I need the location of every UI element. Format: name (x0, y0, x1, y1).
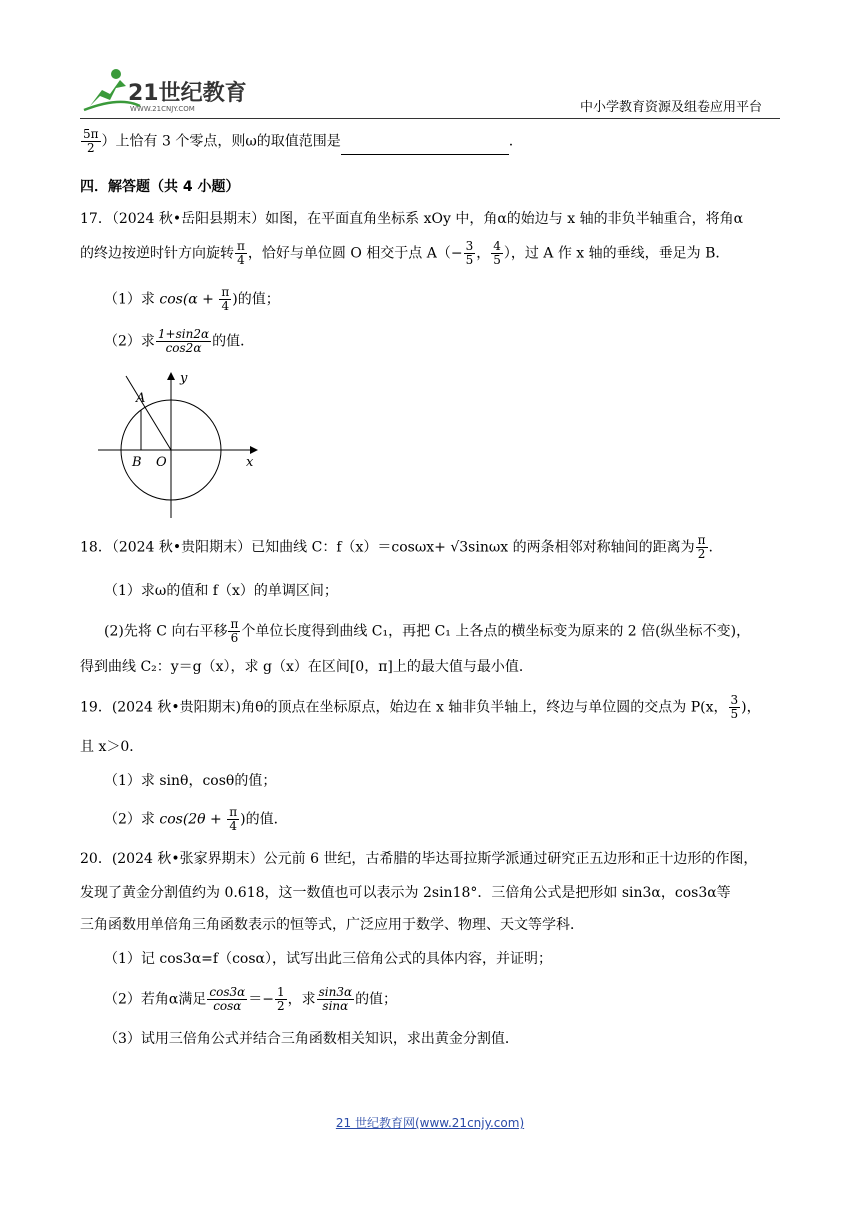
x-axis-label: x (246, 455, 254, 470)
q20-line1: 20．(2024 秋•张家界期末）公元前 6 世纪，古希腊的毕达哥拉斯学派通过研究正五边形和正十边形的作图， (80, 851, 758, 867)
q18-part1: （1）求ω的值和 f（x）的单调区间； (104, 583, 338, 599)
logo-text: 21世纪教育 (128, 81, 247, 106)
q20-part1: （1）记 cos3α=f（cosα），试写出此三倍角公式的具体内容，并证明； (104, 951, 552, 967)
q19-line2: 且 x＞0． (80, 739, 144, 755)
logo-runner-head-icon (111, 69, 121, 79)
q19-part1: （1）求 sinθ，cosθ的值； (104, 773, 277, 789)
point-b-label: B (132, 455, 142, 470)
q18-part2: (2)先将 C 向右平移 $\frac{\pi}{6}$ 个单位长度得到曲线 C₁，再把 C₁ 上各点的横坐标变为原来的 2 倍(纵坐标不变)， (104, 617, 751, 645)
header-platform-name: 中小学教育资源及组卷应用平台 (580, 100, 763, 115)
unit-circle-diagram (98, 368, 266, 518)
q20-part3: （3）试用三倍角公式并结合三角函数相关知识，求出黄金分割值． (104, 1031, 519, 1047)
logo-subtext: WWW.21CNJY.COM (130, 105, 195, 113)
section-title: 四．解答题（共 4 小题） (80, 179, 240, 195)
footer-link[interactable]: 21 世纪教育网(www.21cnjy.com) (335, 1116, 525, 1130)
header-divider (80, 118, 780, 119)
q19-part2: （2）求 cos(2θ + $\frac{\pi}{4}$ )的值． (104, 805, 288, 833)
point-a-label: A (136, 391, 146, 406)
q19-line1: 19．(2024 秋•贵阳期末)角θ的顶点在坐标原点，始边在 x 轴非负半轴上，终边与单位圆的交点为 P(x， $\frac{3}{5}$ )， (80, 693, 761, 721)
q17-part1: （1）求 cos(α + $\frac{\pi}{4}$ )的值； (104, 285, 280, 313)
q18-part2-cont: 得到曲线 C₂：y＝g（x），求 g（x）在区间[0，π]上的最大值与最小值． (80, 659, 533, 675)
site-logo (80, 66, 250, 114)
answer-blank (341, 140, 509, 155)
q17-line2: 的终边按逆时针方向旋转 $\frac{\pi}{4}$ ，恰好与单位圆 O 相交于点 A（− $\frac{3}{5}$ ， $\frac{4}{5}$ ），过 A 作 x 轴的垂线，垂足为 B． (80, 239, 730, 267)
y-axis-label: y (180, 371, 188, 386)
q20-line2: 发现了黄金分割值约为 0.618，这一数值也可以表示为 2sin18°．三倍角公式是把形如 sin3α，cos3α等 (80, 885, 731, 901)
q20-line3: 三角函数用单倍角三角函数表示的恒等式，广泛应用于数学、物理、天文等学科． (80, 917, 584, 933)
q17-line1: 17．（2024 秋•岳阳县期末）如图，在平面直角坐标系 xOy 中，角α的始边与 x 轴的非负半轴重合，将角α (80, 211, 744, 227)
q20-part2: （2）若角α满足 $\frac{\cos 3\alpha}{\cos\alpha}$ ＝− $\frac{1}{2}$ ，求 $\frac{\sin 3\alpha}{\sin\alpha}$ 的值； (104, 985, 398, 1013)
q17-part2: （2）求 $\frac{1+\sin 2\alpha}{\cos 2\alpha}$ 的值． (104, 327, 255, 355)
origin-label: O (156, 455, 167, 470)
fraction: $\frac{5\pi}{2}$ (83, 127, 99, 155)
prev-question-tail: $\frac{5\pi}{2}$ ）上恰有 3 个零点，则ω的取值范围是 . (83, 127, 514, 155)
q18-line1: 18．（2024 秋•贵阳期末）已知曲线 C：f（x）＝cosωx+ √3sinωx 的两条相邻对称轴间的距离为 $\frac{\pi}{2}$ . (80, 533, 713, 561)
